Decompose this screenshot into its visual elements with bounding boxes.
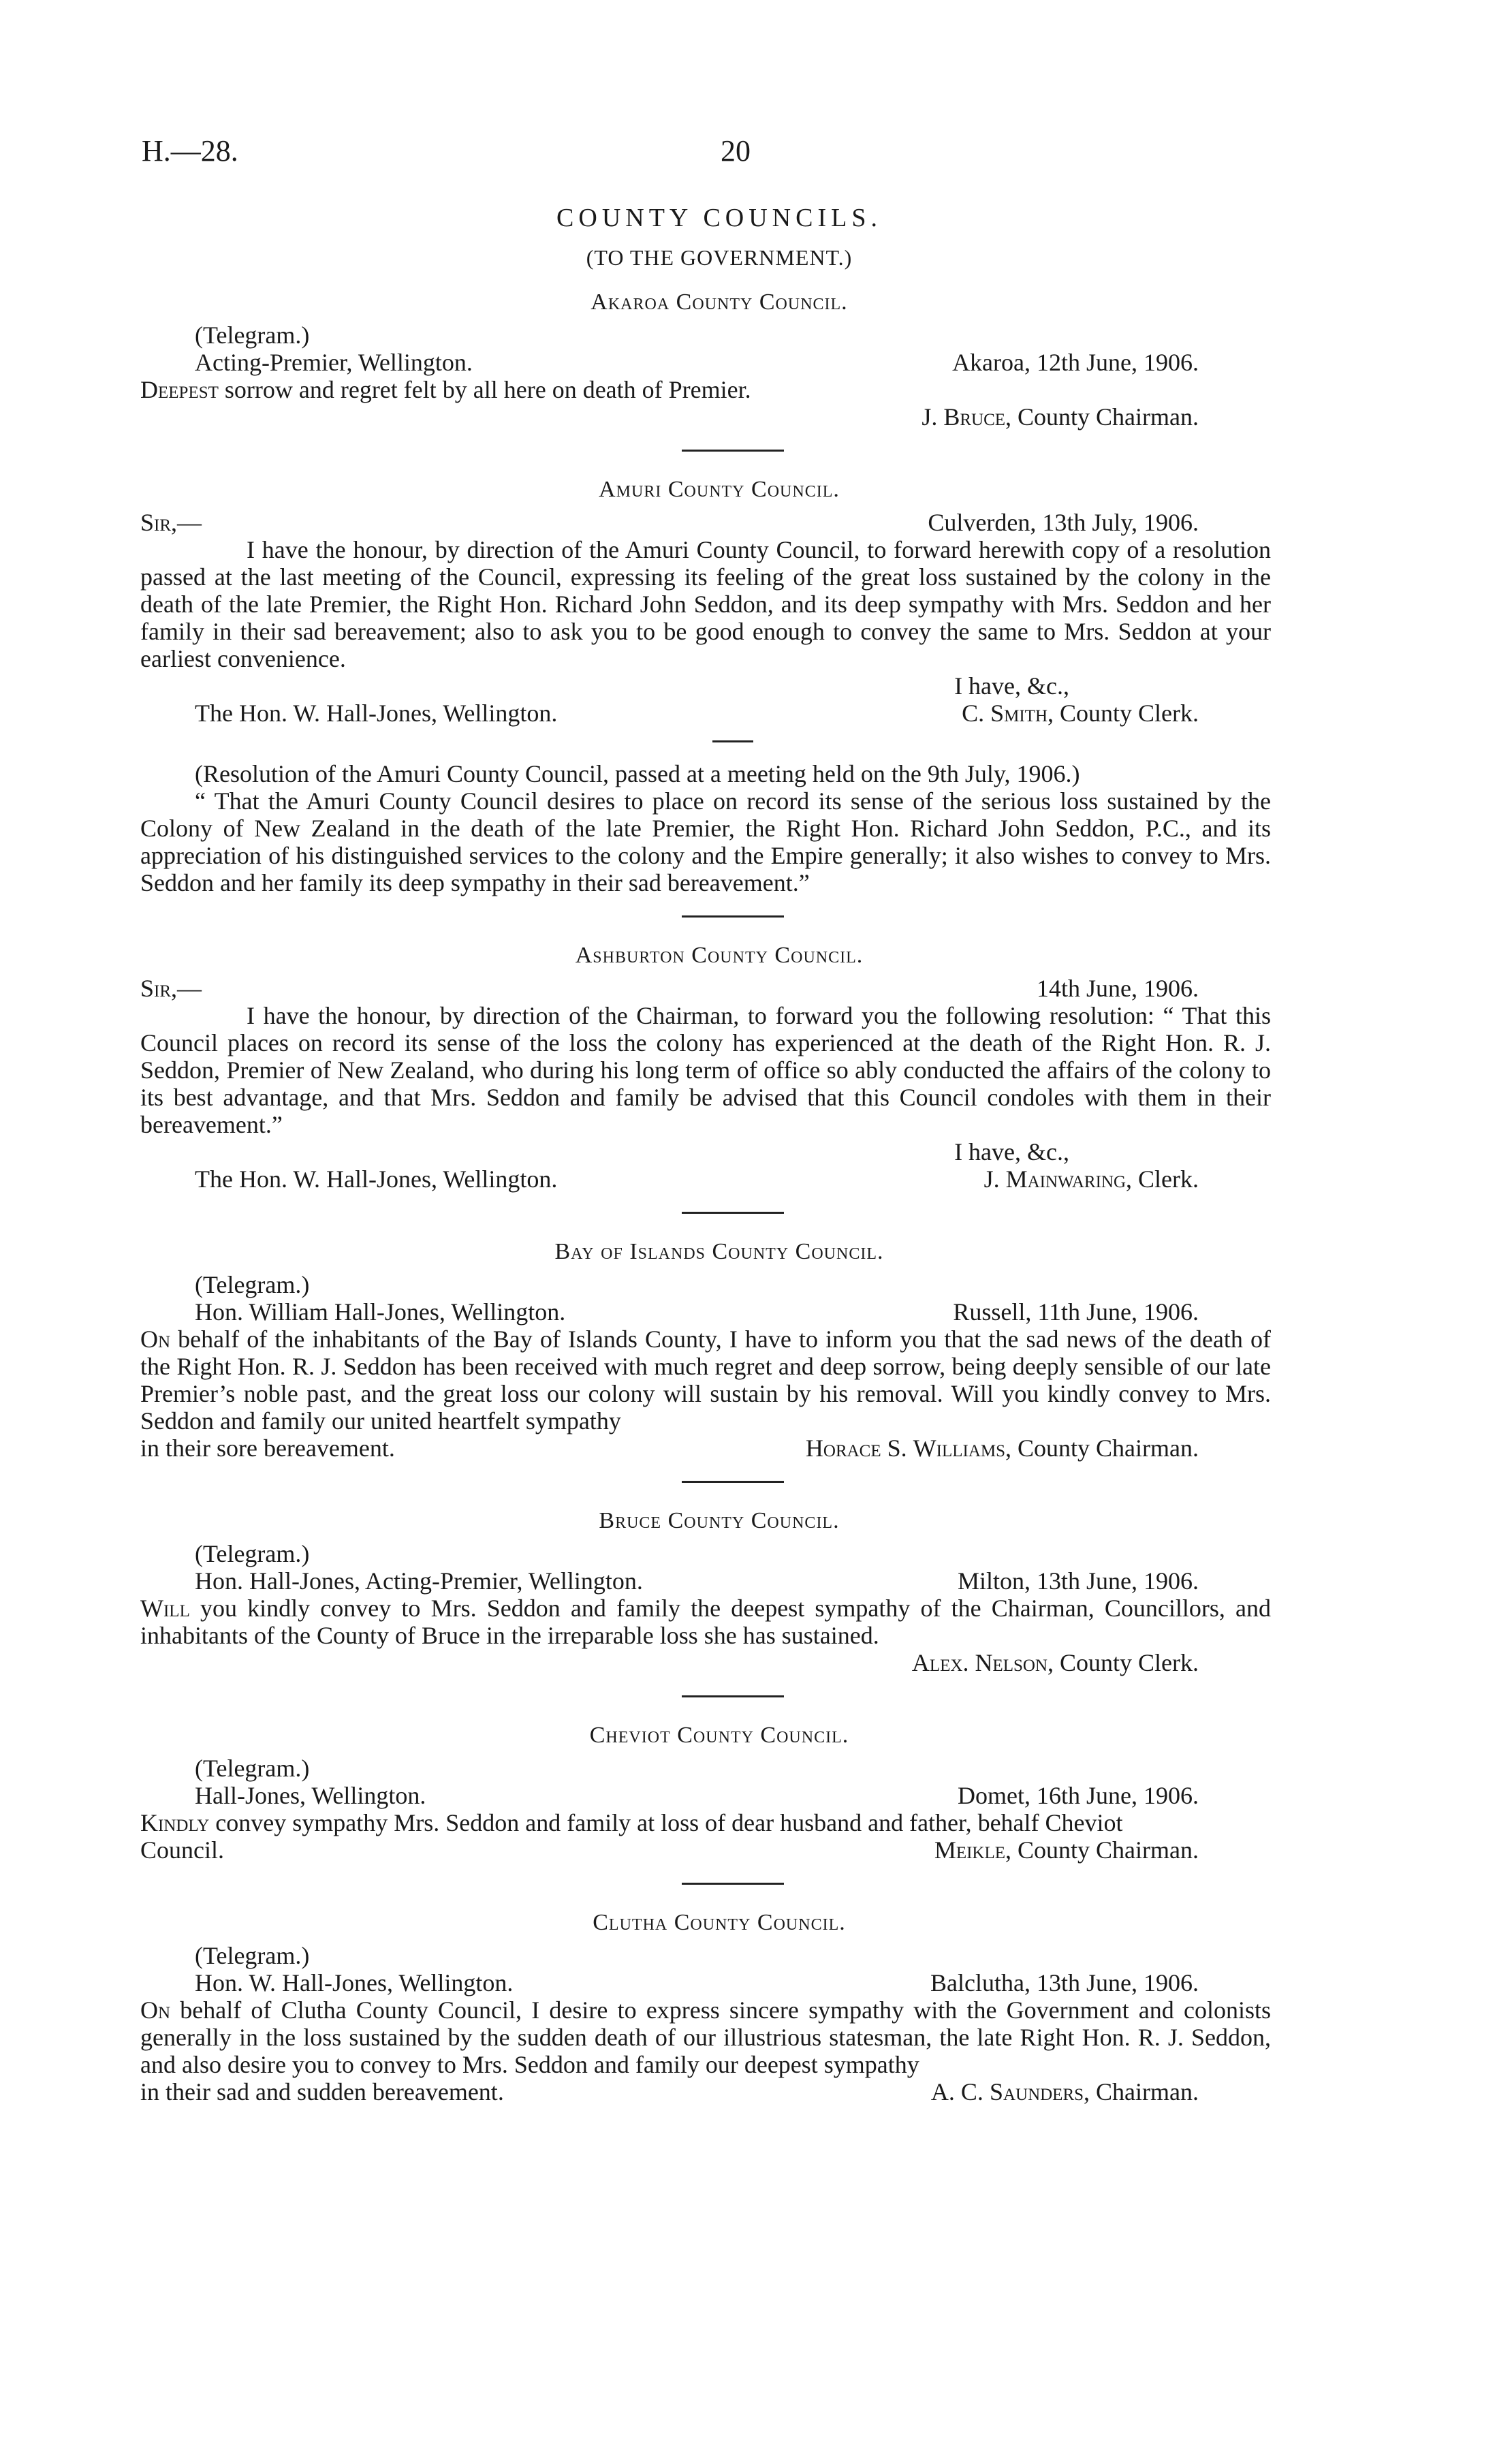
page-content xyxy=(140,204,1271,2105)
ashburton-sig-initial: J. xyxy=(983,1165,1006,1193)
cheviot-addressee: Hall-Jones, Wellington. xyxy=(195,1782,426,1809)
minor-divider xyxy=(712,740,753,742)
section-divider xyxy=(682,1212,784,1214)
section-divider xyxy=(682,1481,784,1483)
bay-of-islands-last-line xyxy=(140,1434,1271,1462)
bruce-signature xyxy=(140,1649,1271,1676)
bay-of-islands-body-lead: On xyxy=(140,1326,171,1353)
amuri-sig-name: Smith xyxy=(990,700,1048,727)
bay-of-islands-sig-last: Williams xyxy=(913,1434,1006,1462)
bay-of-islands-sig-mid: S. xyxy=(881,1434,913,1462)
akaroa-body-rest: sorrow and regret felt by all here on death of Premier. xyxy=(218,376,751,403)
clutha-heading: Clutha County Council. xyxy=(593,1910,846,1935)
section-title: COUNTY COUNCILS. xyxy=(556,204,882,232)
akaroa-section xyxy=(140,289,1271,430)
clutha-sig-title: , Chairman. xyxy=(1084,2078,1199,2105)
section-divider xyxy=(682,1883,784,1885)
ashburton-section xyxy=(140,942,1271,1193)
akaroa-addressee: Acting-Premier, Wellington. xyxy=(195,349,473,376)
bay-of-islands-heading: Bay of Islands County Council. xyxy=(554,1239,884,1264)
bruce-sig-mid: . xyxy=(962,1649,975,1676)
bruce-sig-first: Alex xyxy=(911,1649,963,1676)
bay-of-islands-sig-first: Horace xyxy=(805,1434,881,1462)
cheviot-body-lead: Kindly xyxy=(140,1809,210,1836)
clutha-place-date: Balclutha, 13th June, 1906. xyxy=(930,1969,1199,1996)
akaroa-body xyxy=(140,376,1271,403)
cheviot-signature xyxy=(934,1836,1199,1864)
amuri-heading: Amuri County Council. xyxy=(599,477,840,502)
cheviot-place-date: Domet, 16th June, 1906. xyxy=(958,1782,1199,1809)
clutha-addressee: Hon. W. Hall-Jones, Wellington. xyxy=(195,1969,514,1996)
page-number: 20 xyxy=(721,134,751,168)
ashburton-heading: Ashburton County Council. xyxy=(575,943,864,968)
bruce-body-rest: you kindly convey to Mrs. Seddon and family the deepest sympathy of the Chairman, Councillors, and inhabitants of the County of Bruce in the irreparable loss she has sustained. xyxy=(140,1595,1271,1649)
bruce-section xyxy=(140,1507,1271,1676)
ashburton-salutation: Sir,— xyxy=(140,975,202,1002)
cheviot-type: (Telegram.) xyxy=(195,1755,310,1782)
clutha-last-line xyxy=(140,2078,1271,2105)
bruce-body-lead: Will xyxy=(140,1595,190,1622)
section-divider xyxy=(682,450,784,452)
amuri-resolution-text: “ That the Amuri County Council desires to place on record its sense of the serious loss sustained by the Colony of New Zealand in the death of the late Premier, the Right Hon. Richard John Seddon, P.C., and its appreciation of his distinguished services to the colony and the Empire generally; it also wishes to convey to Mrs. Seddon and her family its deep sympathy in their sad bereavement.” xyxy=(140,787,1271,896)
amuri-sig-title: , County Clerk. xyxy=(1048,700,1199,727)
ashburton-sig-title: , Clerk. xyxy=(1126,1165,1199,1193)
akaroa-heading: Akaroa County Council. xyxy=(590,289,848,315)
cheviot-sig-title: , County Chairman. xyxy=(1005,1836,1199,1864)
amuri-closing: I have, &c., xyxy=(954,672,1069,700)
amuri-place-date: Culverden, 13th July, 1906. xyxy=(928,509,1199,536)
amuri-address-line xyxy=(140,700,1271,727)
akaroa-address-line xyxy=(140,349,1271,376)
clutha-section xyxy=(140,1909,1271,2105)
amuri-addressee: The Hon. W. Hall-Jones, Wellington. xyxy=(195,700,558,727)
bay-of-islands-body xyxy=(140,1326,1271,1434)
amuri-section xyxy=(140,476,1271,896)
section-divider xyxy=(682,1695,784,1697)
bay-of-islands-address-line xyxy=(140,1298,1271,1326)
akaroa-sig-initial: J. xyxy=(922,403,944,430)
clutha-body-last: in their sad and sudden bereavement. xyxy=(140,2078,504,2105)
bruce-heading: Bruce County Council. xyxy=(599,1508,840,1533)
bruce-addressee: Hon. Hall-Jones, Acting-Premier, Wellington. xyxy=(195,1567,643,1595)
amuri-salutation-line xyxy=(140,509,1271,536)
bay-of-islands-sig-title: , County Chairman. xyxy=(1005,1434,1199,1462)
bay-of-islands-addressee: Hon. William Hall-Jones, Wellington. xyxy=(195,1298,566,1326)
bay-of-islands-section xyxy=(140,1238,1271,1462)
cheviot-body xyxy=(140,1809,1271,1836)
amuri-sig-initial: C. xyxy=(962,700,991,727)
report-reference: H.—28. xyxy=(142,134,238,168)
cheviot-address-line xyxy=(140,1782,1271,1809)
ashburton-body: I have the honour, by direction of the Chairman, to forward you the following resolution: “ That this Council places on record its sense of the loss the colony has experienced at the death of the Right Hon. R. J. Seddon, Premier of New Zealand, who during his long term of office so ably conducted the affairs of the colony to its best advantage, and that Mrs. Seddon and family be advised that this Council condoles with them in their bereavement.” xyxy=(140,1002,1271,1138)
bruce-sig-title: , County Clerk. xyxy=(1048,1649,1199,1676)
akaroa-signature xyxy=(140,403,1271,430)
clutha-body-rest: behalf of Clutha County Council, I desire to express sincere sympathy with the Government and colonists generally in the loss sustained by the sudden death of our illustrious statesman, the late Right Hon. R. J. Seddon, and also desire you to convey to Mrs. Seddon and family our deepest sympathy xyxy=(140,1996,1271,2078)
section-subtitle: (TO THE GOVERNMENT.) xyxy=(586,245,853,270)
cheviot-last-line xyxy=(140,1836,1271,1864)
clutha-address-line xyxy=(140,1969,1271,1996)
bay-of-islands-type: (Telegram.) xyxy=(195,1271,310,1298)
clutha-sig-name: Saunders xyxy=(989,2078,1084,2105)
clutha-signature xyxy=(931,2078,1199,2105)
ashburton-salutation-line xyxy=(140,975,1271,1002)
bruce-type: (Telegram.) xyxy=(195,1540,310,1567)
cheviot-heading: Cheviot County Council. xyxy=(589,1723,849,1748)
akaroa-sig-name: Bruce xyxy=(943,403,1006,430)
amuri-resolution-heading: (Resolution of the Amuri County Council, passed at a meeting held on the 9th July, 1906.) xyxy=(195,760,1080,787)
clutha-sig-initial: A. C. xyxy=(930,2078,990,2105)
amuri-body: I have the honour, by direction of the Amuri County Council, to forward herewith copy of a resolution passed at the last meeting of the Council, expressing its feeling of the great loss sustained by the colony in the death of the late Premier, the Right Hon. Richard John Seddon, and its deep sympathy with Mrs. Seddon and her family in their sad bereavement; also to ask you to be good enough to convey the same to Mrs. Seddon at your earliest convenience. xyxy=(140,536,1271,672)
akaroa-place-date: Akaroa, 12th June, 1906. xyxy=(952,349,1199,376)
amuri-salutation: Sir,— xyxy=(140,509,202,536)
bruce-body xyxy=(140,1595,1271,1649)
clutha-type: (Telegram.) xyxy=(195,1942,310,1969)
bay-of-islands-place-date: Russell, 11th June, 1906. xyxy=(953,1298,1199,1326)
akaroa-body-lead: Deepest xyxy=(140,376,219,403)
cheviot-body-rest: convey sympathy Mrs. Seddon and family at loss of dear husband and father, behalf Cheviot xyxy=(209,1809,1123,1836)
cheviot-section xyxy=(140,1722,1271,1864)
ashburton-signature xyxy=(984,1165,1199,1193)
cheviot-body-last: Council. xyxy=(140,1836,224,1864)
bay-of-islands-body-last: in their sore bereavement. xyxy=(140,1434,395,1462)
bay-of-islands-body-rest: behalf of the inhabitants of the Bay of Islands County, I have to inform you that the sad news of the death of the Right Hon. R. J. Seddon has been received with much regret and deep sorrow, being deeply sensible of our late Premier’s noble past, and the great loss our colony will sustain by his removal. Will you kindly convey to Mrs. Seddon and family our united heartfelt sympathy xyxy=(140,1326,1271,1434)
bay-of-islands-signature xyxy=(806,1434,1199,1462)
section-divider xyxy=(682,915,784,918)
clutha-body-lead: On xyxy=(140,1996,171,2024)
ashburton-closing: I have, &c., xyxy=(954,1138,1069,1165)
akaroa-type: (Telegram.) xyxy=(195,322,310,349)
bruce-place-date: Milton, 13th June, 1906. xyxy=(957,1567,1199,1595)
amuri-signature xyxy=(962,700,1199,727)
ashburton-sig-name: Mainwaring xyxy=(1005,1165,1127,1193)
ashburton-addressee: The Hon. W. Hall-Jones, Wellington. xyxy=(195,1165,558,1193)
bruce-address-line xyxy=(140,1567,1271,1595)
bruce-sig-last: Nelson xyxy=(975,1649,1048,1676)
ashburton-date: 14th June, 1906. xyxy=(1037,975,1199,1002)
cheviot-sig-name: Meikle xyxy=(934,1836,1006,1864)
ashburton-address-line xyxy=(140,1165,1271,1193)
akaroa-sig-title: , County Chairman. xyxy=(1005,403,1199,430)
clutha-body xyxy=(140,1996,1271,2078)
